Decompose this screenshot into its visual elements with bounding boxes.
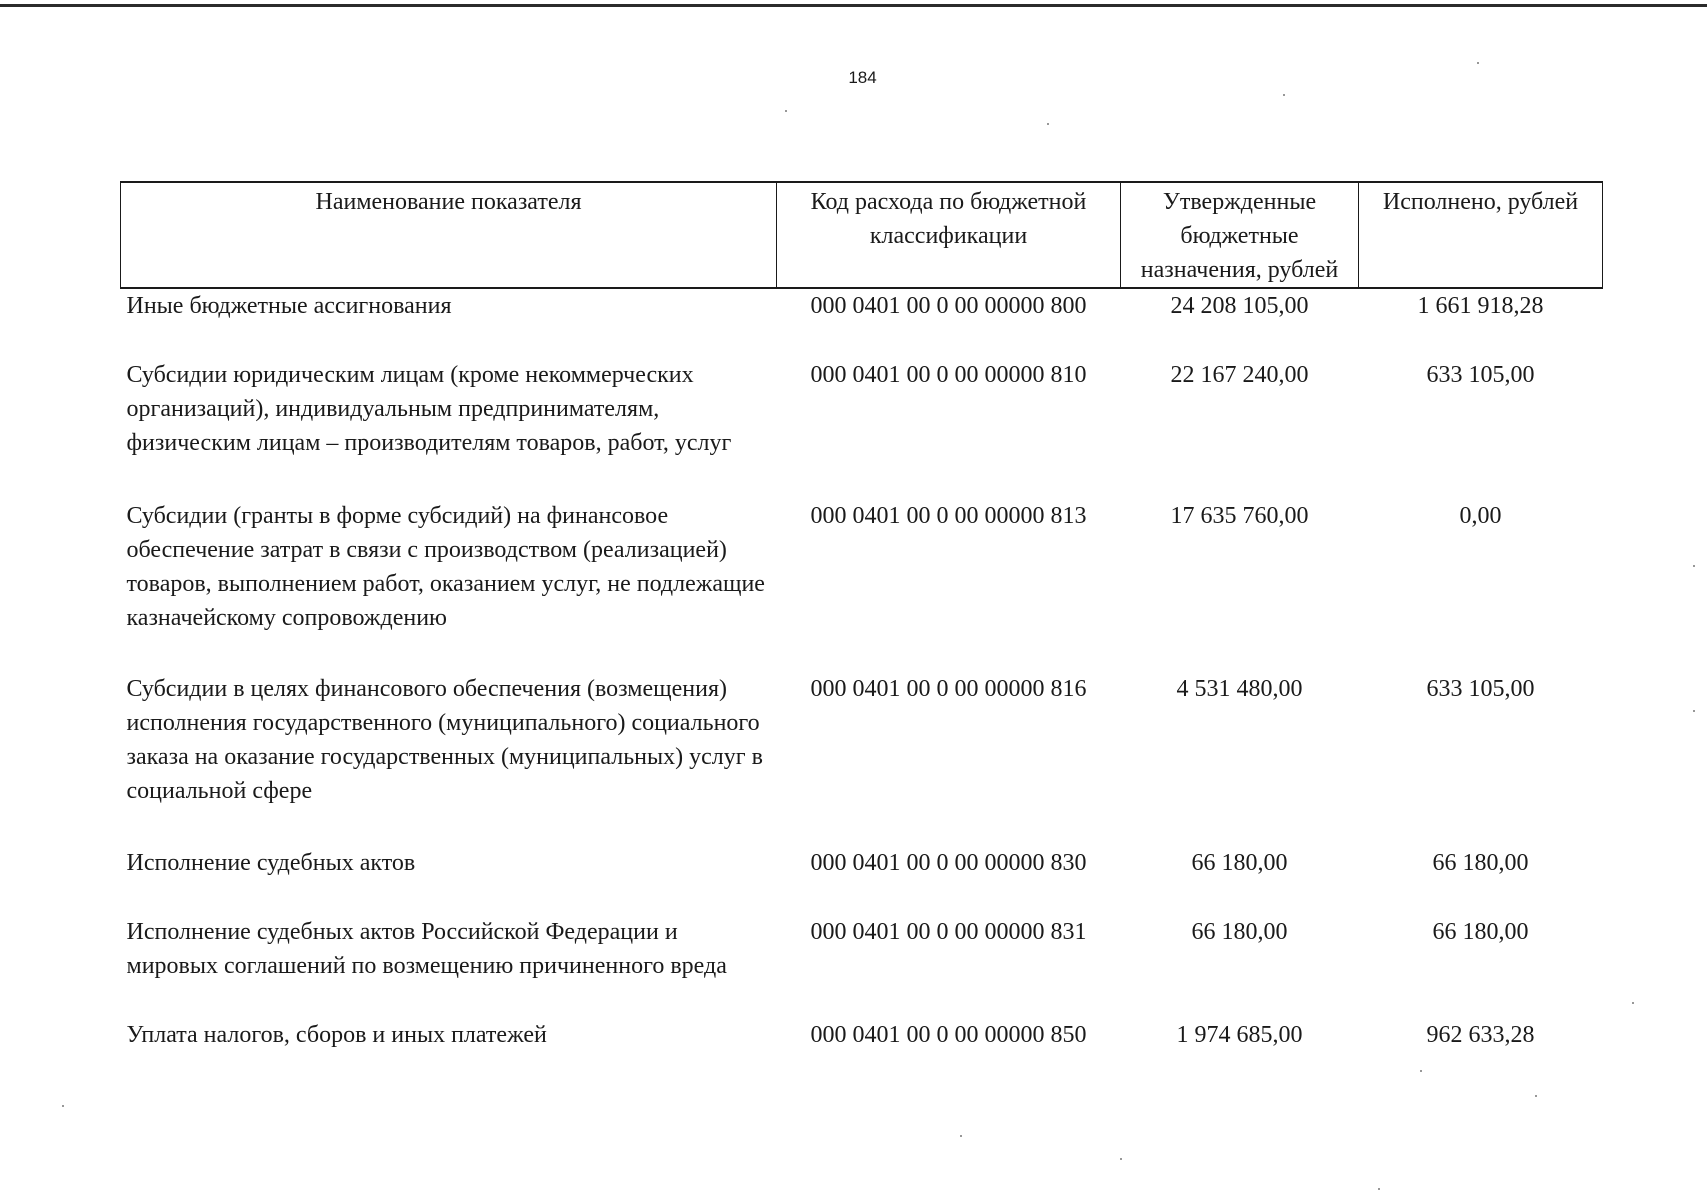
row-code: 000 0401 00 0 00 00000 800 [810,293,1087,319]
scan-speck [1535,1095,1537,1097]
row-code: 000 0401 00 0 00 00000 831 [810,919,1087,945]
scan-speck [1693,565,1695,567]
row-name: Субсидии (гранты в форме субсидий) на финансовое обеспечение затрат в связи с производством (реализацией) товаров, выполнением работ, оказанием услуг, не подлежащие казначейскому сопровождению [126,503,765,631]
table-row [121,672,1603,846]
top-border-line [0,4,1707,7]
scan-speck [1477,62,1479,64]
scan-speck [1632,1002,1634,1004]
row-code: 000 0401 00 0 00 00000 810 [810,362,1087,388]
table-row [121,915,1603,1018]
row-executed: 962 633,28 [1426,1022,1535,1048]
header-approved-budget: Утвержденные бюджетные назначения, рублей [1121,182,1359,288]
row-name: Субсидии юридическим лицам (кроме некоммерческих организаций), индивидуальным предпринимателям, физическим лицам – производителям товаров, работ, услуг [126,362,732,456]
row-approved: 22 167 240,00 [1170,362,1309,388]
scan-speck [1378,1188,1380,1190]
row-code: 000 0401 00 0 00 00000 830 [810,850,1087,876]
row-name: Исполнение судебных актов Российской Федерации и мировых соглашений по возмещению причиненного вреда [126,919,727,979]
row-approved: 4 531 480,00 [1176,676,1303,702]
header-indicator-name: Наименование показателя [121,182,777,288]
scan-speck [960,1135,962,1137]
row-executed: 1 661 918,28 [1417,293,1544,319]
row-executed: 0,00 [1459,503,1502,529]
row-name: Иные бюджетные ассигнования [126,293,452,319]
scan-speck [1283,94,1285,96]
row-approved: 66 180,00 [1191,850,1288,876]
row-code: 000 0401 00 0 00 00000 850 [810,1022,1087,1048]
row-name: Исполнение судебных актов [126,850,416,876]
scan-speck [1693,710,1695,712]
row-approved: 24 208 105,00 [1170,293,1309,319]
row-executed: 633 105,00 [1426,362,1535,388]
scan-speck [1047,123,1049,125]
header-expense-code: Код расхода по бюджетной классификации [777,182,1121,288]
row-executed: 633 105,00 [1426,676,1535,702]
scan-speck [785,110,787,112]
row-code: 000 0401 00 0 00 00000 813 [810,503,1087,529]
page-number: 184 [848,68,877,87]
budget-report-table [120,181,1603,1058]
row-executed: 66 180,00 [1432,850,1529,876]
scan-speck [62,1105,64,1107]
table-row [121,846,1603,915]
table-row [121,358,1603,499]
row-executed: 66 180,00 [1432,919,1529,945]
table-row [121,1018,1603,1058]
row-approved: 17 635 760,00 [1170,503,1309,529]
row-name: Уплата налогов, сборов и иных платежей [126,1022,547,1048]
header-executed: Исполнено, рублей [1359,182,1603,288]
table-header-row [121,182,1603,288]
row-name: Субсидии в целях финансового обеспечения (возмещения) исполнения государственного (муниципального) социального заказа на оказание государственных (муниципальных) услуг в социальной сфере [126,676,763,804]
row-approved: 66 180,00 [1191,919,1288,945]
row-code: 000 0401 00 0 00 00000 816 [810,676,1087,702]
table-row [121,499,1603,672]
scan-speck [1120,1158,1122,1160]
scan-speck [1420,1070,1422,1072]
row-approved: 1 974 685,00 [1176,1022,1303,1048]
table-row [121,288,1603,358]
